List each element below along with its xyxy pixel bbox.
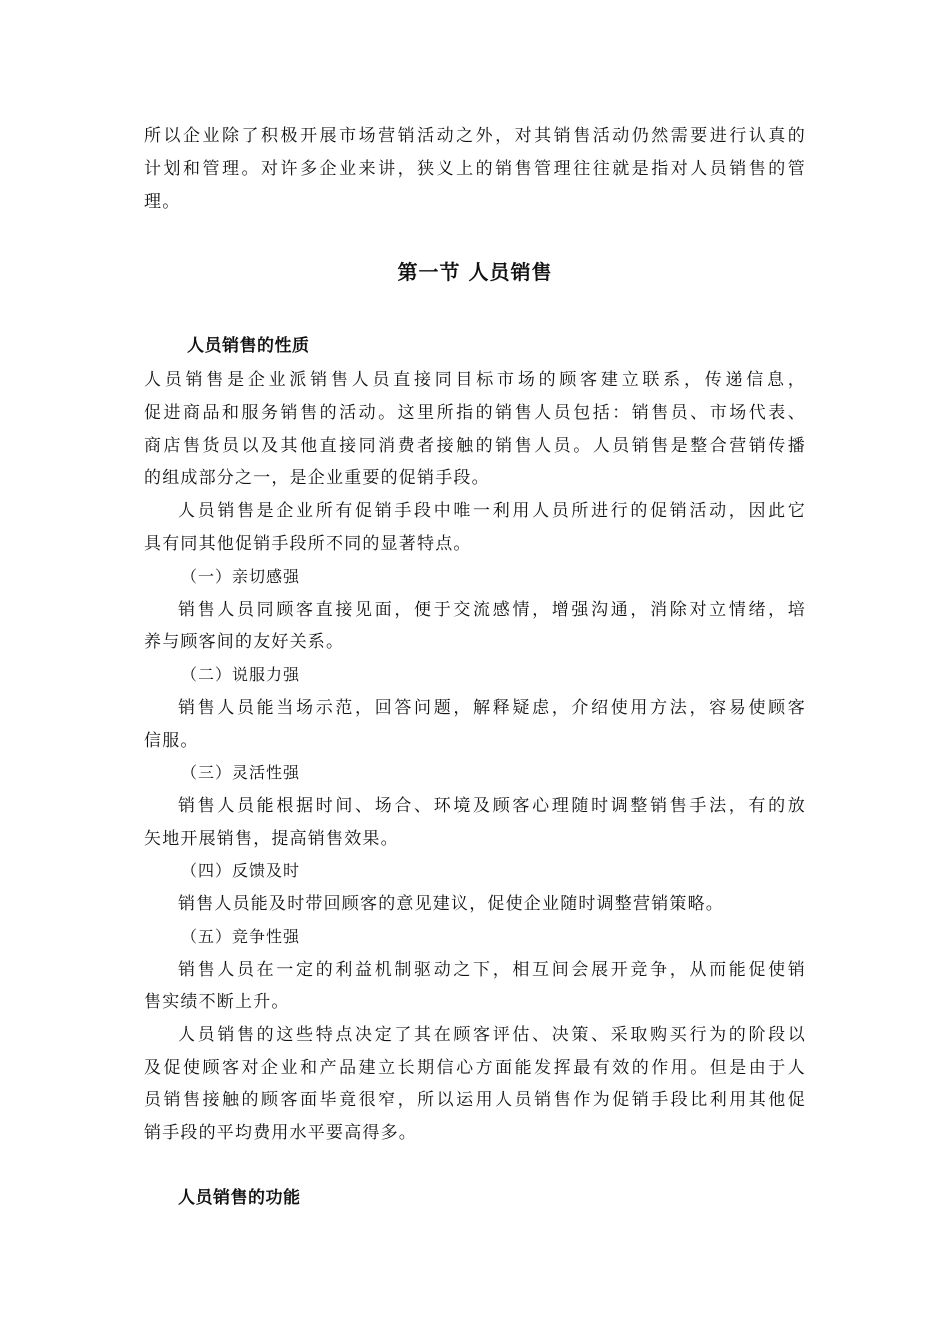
nature-para3-line-4: 销手段的平均费用水平要高得多。 [144,1123,417,1143]
nature-para1-line-4: 的组成部分之一，是企业重要的促销手段。 [144,468,490,488]
function-heading: 人员销售的功能 [178,1188,301,1208]
feature-2-label: （二）说服力强 [181,665,301,684]
section-title: 第一节 人员销售 [397,260,553,284]
nature-para1-line-3: 商店售货员以及其他直接同消费者接触的销售人员。人员销售是整合营销传播 [144,436,806,456]
feature-1-label: （一）亲切感强 [181,567,301,586]
nature-para1-line-2: 促进商品和服务销售的活动。这里所指的销售人员包括：销售员、市场代表、 [144,403,806,423]
feature-2-line-2: 信服。 [144,731,199,751]
feature-3-line-1: 销售人员能根据时间、场合、环境及顾客心理随时调整销售手法，有的放 [178,796,806,816]
feature-1-line-2: 养与顾客间的友好关系。 [144,632,345,652]
feature-4-line-1: 销售人员能及时带回顾客的意见建议，促使企业随时调整营销策略。 [178,894,724,914]
feature-4-label: （四）反馈及时 [181,861,301,880]
nature-para3-line-3: 员销售接触的顾客面毕竟很窄，所以运用人员销售作为促销手段比利用其他促 [144,1090,806,1110]
feature-5-line-1: 销售人员在一定的利益机制驱动之下，相互间会展开竞争，从而能促使销 [178,960,806,980]
feature-3-label: （三）灵活性强 [181,763,301,782]
feature-3-line-2: 矢地开展销售，提高销售效果。 [144,829,399,849]
nature-heading: 人员销售的性质 [187,336,310,356]
nature-para2-line-1: 人员销售是企业所有促销手段中唯一利用人员所进行的促销活动，因此它 [178,501,806,521]
feature-5-line-2: 售实绩不断上升。 [144,992,290,1012]
feature-1-line-1: 销售人员同顾客直接见面，便于交流感情，增强沟通，消除对立情绪，培 [178,600,806,620]
feature-2-line-1: 销售人员能当场示范，回答问题，解释疑虑，介绍使用方法，容易使顾客 [178,698,806,718]
intro-line-3: 理。 [144,192,181,212]
nature-para3-line-1: 人员销售的这些特点决定了其在顾客评估、决策、采取购买行为的阶段以 [178,1025,806,1045]
nature-para3-line-2: 及促使顾客对企业和产品建立长期信心方面能发挥最有效的作用。但是由于人 [144,1058,806,1078]
nature-para2-line-2: 具有同其他促销手段所不同的显著特点。 [144,534,472,554]
intro-line-2: 计划和管理。对许多企业来讲，狭义上的销售管理往往就是指对人员销售的管 [144,159,806,179]
feature-5-label: （五）竞争性强 [181,927,301,946]
nature-para1-line-1: 人员销售是企业派销售人员直接同目标市场的顾客建立联系，传递信息， [144,370,806,390]
intro-line-1: 所以企业除了积极开展市场营销活动之外，对其销售活动仍然需要进行认真的 [144,126,806,146]
